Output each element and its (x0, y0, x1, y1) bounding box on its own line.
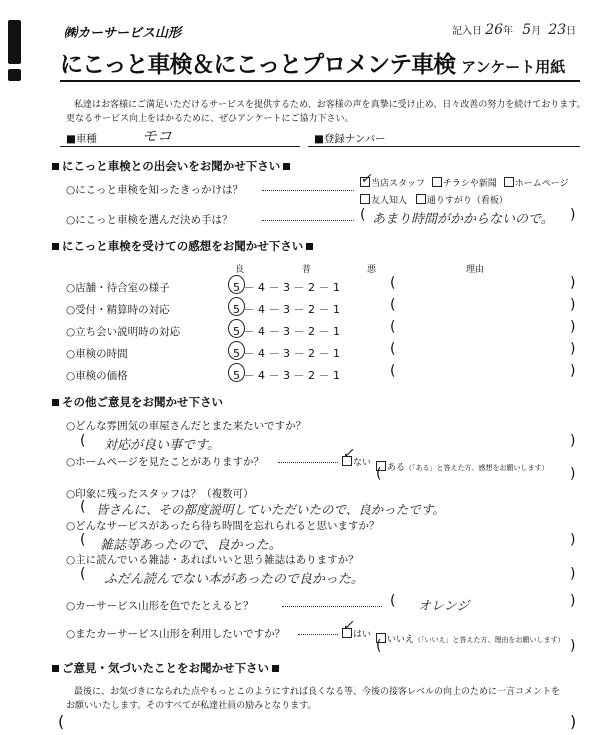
section-4-title (52, 660, 282, 676)
section-marker-icon (306, 243, 313, 250)
vehicle-model-label: ■車種 (66, 133, 97, 145)
paren-close: ) (570, 712, 577, 731)
s3-q2-yes-label: ある (387, 463, 406, 473)
checkmark-icon: ✓ (360, 171, 372, 187)
rating-scale[interactable]: 5 － 4 － 3 － 2 － 1 (233, 281, 340, 294)
s3-q7-no-label: いいえ (387, 635, 415, 645)
paren-close: ) (570, 566, 576, 582)
paren-close: ) (570, 433, 576, 449)
rating-scale[interactable]: 5 － 4 － 3 － 2 － 1 (233, 325, 340, 338)
paren-close: ) (570, 363, 576, 379)
checkbox-icon[interactable] (416, 194, 426, 204)
plate-line (308, 146, 580, 147)
date-month: 5 (522, 22, 532, 38)
date-day: 23 (548, 22, 567, 38)
s3-q2-no[interactable] (342, 446, 372, 468)
s1-q2-answer[interactable]: あまり時間がかからないので。 (372, 212, 554, 227)
s3-a5[interactable]: ふだん読んでない本があったので良かった。 (104, 572, 364, 587)
option-homepage[interactable] (504, 179, 569, 189)
section-1-title (52, 158, 293, 174)
section-3-title (52, 394, 223, 410)
checkbox-icon[interactable] (432, 177, 442, 187)
s1-q1: ○にこっと車検を知ったきっかけは？ (66, 184, 243, 196)
title-underline (60, 80, 580, 82)
s3-q7-yes-label: はい (353, 630, 372, 640)
paren-close: ) (570, 275, 576, 291)
paren-open: ( (58, 712, 65, 731)
s3-a3[interactable]: 皆さんに、その都度説明していただいたので、良かったです。 (96, 502, 445, 517)
s3-q7-yes[interactable] (342, 618, 372, 640)
option-staff[interactable] (360, 171, 426, 189)
section-marker-icon (52, 399, 59, 406)
paren-open: ( (376, 638, 382, 654)
col-normal: 普 (302, 265, 312, 275)
section-3-title-text: その他ご意見をお聞かせ下さい (62, 395, 223, 409)
paren-open: ( (80, 566, 86, 582)
paren-open: ( (390, 363, 396, 379)
s1-q1-options (360, 171, 585, 210)
paren-close: ) (570, 466, 576, 482)
date-year: 26 (485, 22, 504, 38)
option-flyer-label: チラシや新聞 (442, 179, 497, 189)
date-year-unit: 年 (503, 26, 514, 37)
s3-q5: ○主に読んでいる雑誌・あればいいと思う雑誌はありますか？ (66, 554, 359, 566)
s3-q7-no-note: （「いいえ」と答えた方、理由をお願いします） (414, 636, 565, 644)
section-4-title-text: ご意見・気づいたことをお聞かせ下さい (62, 661, 269, 675)
paren-open: ( (80, 532, 86, 548)
option-staff-label: 当店スタッフ (371, 179, 426, 189)
s3-q4: ○どんなサービスがあったら待ち時間を忘れられると思いますか？ (66, 520, 380, 532)
section-2-title (52, 238, 316, 254)
intro-line-1: 私達はお客様にご満足いただけるサービスを提供するため、お客様の声を真摯に受け止め、日々改善の努力を続けております。 (74, 100, 586, 110)
s3-q7: ○またカーサービス山形を利用したいですか？ (66, 628, 286, 640)
date-day-unit: 日 (566, 26, 577, 37)
s3-q2-leader (278, 462, 338, 463)
section-2-title-text: にこっと車検を受けての感想をお聞かせ下さい (62, 239, 304, 253)
rating-row-label: ○車検の価格 (66, 370, 128, 382)
s3-q7-no[interactable] (376, 627, 565, 646)
paren-close: ) (570, 319, 576, 335)
s3-q2-yes[interactable] (376, 455, 549, 474)
section-1-title-text: にこっと車検との出会いをお聞かせ下さい (62, 159, 281, 173)
paren-close: ) (570, 297, 576, 313)
title-main: にこっと車検＆にこっとプロメンテ車検 (60, 52, 456, 78)
s3-q2-yes-note: （「ある」と答えた方、感想をお願いします） (405, 464, 549, 472)
page-title (60, 46, 565, 79)
paren-close: ) (570, 638, 576, 654)
option-homepage-label: ホームページ (514, 179, 569, 189)
vehicle-model-value[interactable]: モコ (142, 127, 173, 145)
s1-q1-leader (262, 190, 354, 191)
exclamation-mark (8, 20, 21, 82)
s3-a4[interactable]: 雑誌等あったので、良かった。 (100, 538, 282, 553)
checkbox-icon[interactable] (504, 177, 514, 187)
option-passing[interactable] (416, 196, 508, 206)
section-marker-icon (272, 665, 279, 672)
paren-open: ( (390, 275, 396, 291)
s3-q2: ○ホームページを見たことがありますか？ (66, 456, 264, 468)
paren-open: ( (390, 319, 396, 335)
closing-line-2: お願いいたします。そのすべてが私達社員の励みとなります。 (66, 701, 317, 711)
section-marker-icon (52, 665, 59, 672)
paren-open: ( (390, 341, 396, 357)
date-month-unit: 月 (531, 26, 542, 37)
closing-line-1: 最後に、お気づきになられた点やもっとこのようにすれば良くなる等、今後の接客レベルの向上のために一言コメントを (74, 687, 561, 697)
section-marker-icon (52, 163, 59, 170)
rating-selected-circle (228, 363, 245, 382)
paren-open: ( (390, 593, 396, 609)
rating-scale[interactable]: 5 － 4 － 3 － 2 － 1 (233, 369, 340, 382)
rating-scale[interactable]: 5 － 4 － 3 － 2 － 1 (233, 303, 340, 316)
s3-q2-no-label: ない (353, 458, 372, 468)
rating-selected-circle (228, 319, 245, 338)
section-marker-icon (283, 163, 290, 170)
paren-open: ( (80, 433, 86, 449)
s3-q6: ○カーサービス山形を色でたとえると？ (66, 600, 254, 612)
brand-name: ㈱カーサービス山形 (64, 26, 182, 41)
plate-label: ■登録ナンバー (314, 133, 386, 145)
vehicle-model-line (60, 146, 300, 147)
section-marker-icon (52, 243, 59, 250)
paren-close: ) (570, 341, 576, 357)
s3-a6[interactable]: オレンジ (418, 599, 470, 614)
rating-row-label: ○受付・精算時の対応 (66, 304, 170, 316)
option-friend[interactable] (360, 196, 407, 206)
title-suffix: アンケート用紙 (461, 58, 566, 76)
rating-selected-circle (228, 297, 245, 316)
rating-selected-circle (228, 275, 245, 294)
s3-q7-leader (298, 634, 338, 635)
option-friend-label: 友人知人 (371, 196, 408, 206)
col-bad: 悪 (367, 265, 377, 275)
checkmark-icon: ✓ (342, 446, 354, 462)
col-reason: 理由 (466, 265, 485, 275)
paren-close: ) (570, 593, 576, 609)
paren-open: ( (80, 499, 86, 515)
col-good: 良 (235, 265, 245, 275)
checkmark-icon: ✓ (342, 618, 354, 634)
rating-row-label: ○店舗・待合室の様子 (66, 282, 170, 294)
paren-close: ) (570, 207, 576, 223)
option-passing-label: 通りすがり（看板） (426, 196, 508, 206)
checkbox-icon[interactable] (360, 194, 370, 204)
s3-q1: ○どんな雰囲気の車屋さんだとまた来たいですか？ (66, 420, 307, 432)
intro-line-2: 更なるサービス向上をはかるために、ぜひアンケートにご協力下さい。 (66, 114, 354, 124)
paren-open: ( (376, 466, 382, 482)
s3-a1[interactable]: 対応が良い事です。 (104, 438, 220, 453)
comment-field[interactable] (68, 712, 564, 732)
s1-q2: ○にこっと車検を選んだ決め手は？ (66, 214, 233, 226)
survey-date (452, 22, 576, 38)
rating-row-label: ○車検の時間 (66, 348, 128, 360)
s3-q3: ○印象に残ったスタッフは？（複数可） (66, 488, 254, 500)
rating-selected-circle (228, 341, 245, 360)
paren-open: ( (390, 297, 396, 313)
rating-scale[interactable]: 5 － 4 － 3 － 2 － 1 (233, 347, 340, 360)
s1-q2-leader (262, 220, 354, 221)
option-flyer[interactable] (432, 179, 497, 189)
s3-q6-leader (282, 606, 382, 607)
date-label: 記入日 (452, 26, 482, 37)
paren-open: ( (360, 207, 366, 223)
rating-row-label: ○立ち会い説明時の対応 (66, 326, 181, 338)
paren-close: ) (570, 532, 576, 548)
